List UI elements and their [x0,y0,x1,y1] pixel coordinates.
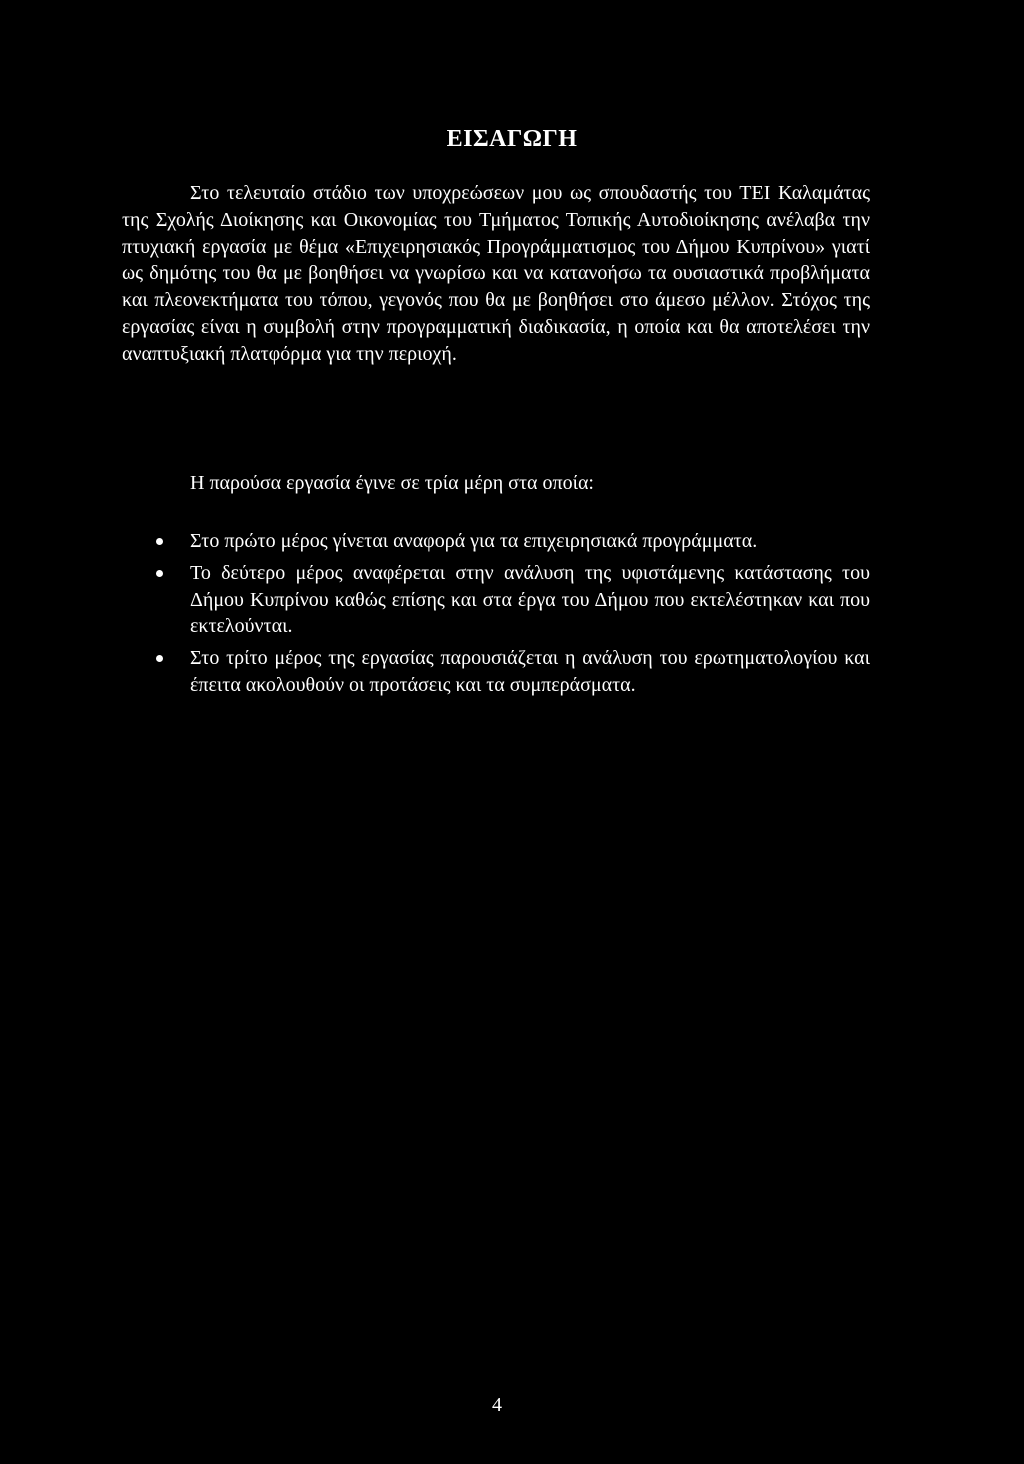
structure-paragraph: Η παρούσα εργασία έγινε σε τρία μέρη στα οποία: [190,472,594,494]
bullet-list [122,528,870,704]
list-item [122,560,870,640]
bullet-icon [156,570,163,577]
list-item-text: Στο τρίτο μέρος της εργασίας παρουσιάζεται η ανάλυση του ερωτηματολογίου και έπειτα ακολουθούν οι προτάσεις και τα συμπεράσματα. [190,647,870,696]
page-title: ΕΙΣΑΓΩΓΗ [446,126,578,152]
list-item-text: Το δεύτερο μέρος αναφέρεται στην ανάλυση της υφιστάμενης κατάστασης του Δήμου Κυπρίνου καθώς επίσης και στα έργα του Δήμου που εκτελέστηκαν και που εκτελούνται. [190,561,870,638]
list-item [122,645,870,699]
list-item-text: Στο πρώτο μέρος γίνεται αναφορά για τα επιχειρησιακά προγράμματα. [190,530,758,552]
bullet-icon [156,538,163,545]
page-number: 4 [492,1394,502,1416]
bullet-icon [156,655,163,662]
intro-paragraph: Στο τελευταίο στάδιο των υποχρεώσεων μου ως σπουδαστής του ΤΕΙ Καλαμάτας της Σχολής Διοίκησης και Οικονομίας του Τμήματος Τοπικής Αυτοδιοίκησης ανέλαβα την πτυχιακή εργασία με θέμα «Επιχειρησιακός Προγράμματισμος του Δήμου Κυπρίνου» γιατί ως δημότης του θα με βοηθήσει να γνωρίσω και να κατανοήσω τα ουσιαστικά προβλήματα και πλεονεκτήματα του τόπου, γεγονός που θα με βοηθήσει στο άμεσο μέλλον. Στόχος της εργασίας είναι η συμβολή στην προγραμματική διαδικασία, η οποία και θα αποτελέσει την αναπτυξιακή πλατφόρμα για την περιοχή. [122,182,870,365]
list-item [122,528,870,555]
